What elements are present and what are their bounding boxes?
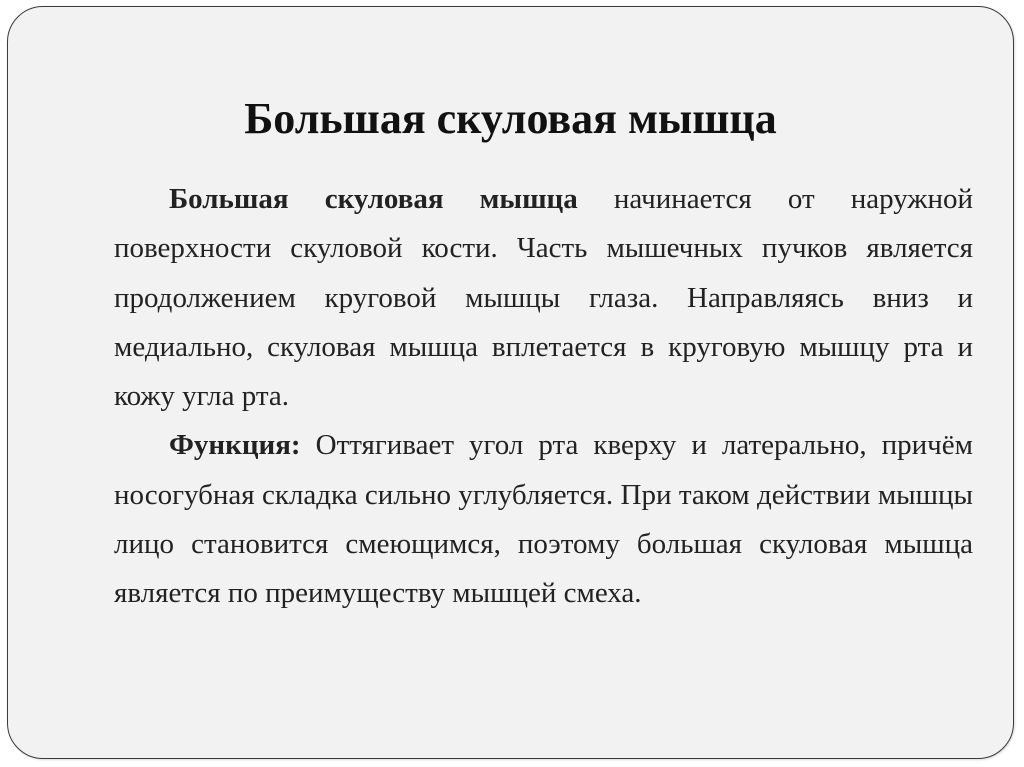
paragraph-description xyxy=(114,175,973,421)
paragraph-description-text: начинается от наружной поверхности скуловой кости. Часть мышечных пучков является продолжением круговой мышцы глаза. Направляясь вниз и медиально, скуловая мышца вплетается в круговую мышцу рта и кожу угла рта. xyxy=(114,183,973,413)
slide-title: Большая скуловая мышца xyxy=(244,94,777,143)
paragraph-description-lead: Большая скуловая мышца xyxy=(169,183,578,215)
paragraph-function xyxy=(114,421,973,618)
slide xyxy=(7,6,1014,759)
slide-body xyxy=(114,175,973,619)
paragraph-function-lead: Функция: xyxy=(169,429,301,462)
paragraph-function-text: Оттягивает угол рта кверху и латерально, причём носогубная складка сильно углубляется. При таком действии мышцы лицо становится смеющимся, поэтому большая скуловая мышца является по преимуществу мышцей смеха. xyxy=(114,429,973,610)
